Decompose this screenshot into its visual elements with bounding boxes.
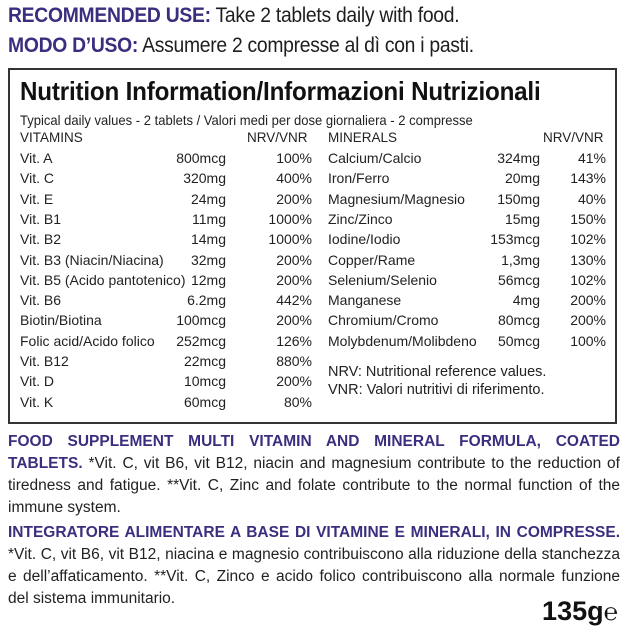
supplement-heading-en: FOOD SUPPLEMENT MULTI VITAMIN AND MINERAL FORMULA, COATED TABLETS. xyxy=(8,433,620,472)
recommended-use-text: Take 2 tablets daily with food. xyxy=(210,4,460,27)
modo-uso-it xyxy=(8,34,474,58)
mineral-row xyxy=(328,312,606,332)
mineral-row xyxy=(328,333,606,353)
nutrient-name: Vit. E xyxy=(20,190,54,207)
nutrient-amount: 324mg xyxy=(497,150,540,166)
nutrient-amount: 14mg xyxy=(190,231,226,248)
nutrient-nrv: 400% xyxy=(276,170,312,187)
nutrient-nrv: 200% xyxy=(570,292,606,309)
nutrient-name: Vit. D xyxy=(20,373,54,390)
vitamin-row xyxy=(20,170,312,190)
net-weight-value: 135g xyxy=(542,596,604,626)
net-weight xyxy=(542,596,618,627)
vitamin-row xyxy=(20,272,312,292)
nutrient-amount: 1,3mg xyxy=(501,251,540,268)
vitamin-row xyxy=(20,312,312,332)
nutrient-amount: 100mcg xyxy=(176,312,226,329)
supplement-heading-it: INTEGRATORE ALIMENTARE A BASE DI VITAMINE E MINERALI, IN COMPRESSE. xyxy=(8,524,620,541)
nutrient-amount: 252mcg xyxy=(176,332,226,349)
nutrient-name: Vit. B12 xyxy=(20,353,69,369)
nutrient-amount: 56mcg xyxy=(497,271,540,288)
vnr-note: VNR: Valori nutritivi di riferimento. xyxy=(328,382,545,398)
nutrition-title: Nutrition Information/Informazioni Nutrizionali xyxy=(20,76,541,106)
nutrient-amount: 24mg xyxy=(190,190,226,207)
nutrient-amount: 150mg xyxy=(497,190,540,207)
nutrient-nrv: 40% xyxy=(577,190,606,207)
nutrient-name: Vit. A xyxy=(20,150,53,166)
nutrient-nrv: 41% xyxy=(577,150,606,166)
nutrient-amount: 11mg xyxy=(192,210,226,227)
nutrient-nrv: 1000% xyxy=(268,210,312,227)
nutrient-nrv: 1000% xyxy=(268,231,312,248)
nrv-note: NRV: Nutritional reference values. xyxy=(328,364,547,380)
vitamin-row xyxy=(20,353,312,373)
nutrient-amount: 10mcg xyxy=(183,373,226,390)
nutrient-amount: 20mg xyxy=(504,170,540,187)
nutrient-name: Selenium/Selenio xyxy=(328,271,437,288)
vitamin-row xyxy=(20,252,312,272)
nutrition-subtitle: Typical daily values - 2 tablets / Valori medi per dose giornaliera - 2 compresse xyxy=(20,112,473,128)
nutrient-amount: 6.2mg xyxy=(187,292,226,309)
mineral-row xyxy=(328,191,606,211)
nutrient-nrv: 100% xyxy=(276,150,312,166)
mineral-row xyxy=(328,150,606,170)
vitamin-row xyxy=(20,150,312,170)
nutrient-nrv: 143% xyxy=(570,170,606,187)
nutrient-nrv: 102% xyxy=(570,271,606,288)
mineral-row xyxy=(328,272,606,292)
nutrient-name: Manganese xyxy=(328,292,402,309)
nutrient-name: Iodine/Iodio xyxy=(328,231,401,248)
vitamins-nrv-header: NRV/VNR xyxy=(247,130,308,145)
nutrient-name: Vit. B1 xyxy=(20,210,61,227)
nutrient-nrv: 80% xyxy=(283,393,312,410)
nutrient-name: Magnesium/Magnesio xyxy=(328,190,465,207)
nutrient-nrv: 100% xyxy=(570,332,606,349)
vitamin-row xyxy=(20,191,312,211)
recommended-use-label: RECOMMENDED USE: xyxy=(8,4,211,27)
vitamins-header: VITAMINS xyxy=(20,130,83,145)
modo-uso-label: MODO D’USO: xyxy=(8,34,139,57)
supplement-claims-en: *Vit. C, vit B6, vit B12, niacin and magnesium contribute to the reduction of tiredness and fatigue. **Vit. C, Zinc and folate contribute to the normal function of the immune system. xyxy=(8,455,620,516)
nutrient-nrv: 200% xyxy=(276,373,312,390)
nutrient-amount: 22mcg xyxy=(183,353,226,369)
nutrient-nrv: 126% xyxy=(276,332,312,349)
nutrient-amount: 80mcg xyxy=(497,312,540,329)
modo-uso-text: Assumere 2 compresse al dì con i pasti. xyxy=(138,34,474,57)
mineral-row xyxy=(328,292,606,312)
nutrient-amount: 50mcg xyxy=(497,332,540,349)
nutrient-nrv: 200% xyxy=(276,312,312,329)
nutrient-name: Vit. B6 xyxy=(20,292,61,309)
nutrient-amount: 32mg xyxy=(190,251,226,268)
nutrient-nrv: 200% xyxy=(276,251,312,268)
nutrient-amount: 60mcg xyxy=(183,393,226,410)
nutrient-name: Vit. B5 (Acido pantotenico) xyxy=(20,271,186,288)
nutrient-name: Vit. C xyxy=(20,170,54,187)
nutrient-amount: 4mg xyxy=(512,292,540,309)
minerals-nrv-header: NRV/VNR xyxy=(543,130,604,145)
nutrient-name: Vit. B2 xyxy=(20,231,61,248)
nutrient-nrv: 150% xyxy=(570,210,606,227)
nutrient-nrv: 130% xyxy=(570,251,606,268)
nutrient-name: Zinc/Zinco xyxy=(328,210,393,227)
nutrient-nrv: 880% xyxy=(276,353,312,369)
mineral-row xyxy=(328,252,606,272)
nutrient-name: Vit. B3 (Niacin/Niacina) xyxy=(20,251,164,268)
mineral-row xyxy=(328,211,606,231)
nutrient-name: Vit. K xyxy=(20,393,54,410)
nutrient-amount: 15mg xyxy=(504,210,540,227)
recommended-use-en xyxy=(8,4,459,28)
mineral-row xyxy=(328,231,606,251)
vitamin-row xyxy=(20,231,312,251)
supplement-description-it xyxy=(8,522,620,610)
vitamin-row xyxy=(20,394,312,414)
nutrient-name: Folic acid/Acido folico xyxy=(20,332,155,349)
nutrition-panel xyxy=(8,68,617,424)
nutrient-name: Molybdenum/Molibdeno xyxy=(328,332,477,349)
vitamin-row xyxy=(20,211,312,231)
mineral-row xyxy=(328,170,606,190)
nutrient-name: Chromium/Cromo xyxy=(328,312,439,329)
nutrient-nrv: 200% xyxy=(276,271,312,288)
nutrient-amount: 12mg xyxy=(190,271,226,288)
estimated-sign-icon: ℮ xyxy=(603,599,618,626)
nutrient-name: Iron/Ferro xyxy=(328,170,390,187)
nutrient-amount: 153mcg xyxy=(490,231,540,248)
vitamin-row xyxy=(20,373,312,393)
nutrient-nrv: 200% xyxy=(276,190,312,207)
nutrient-nrv: 442% xyxy=(276,292,312,309)
nutrient-name: Copper/Rame xyxy=(328,251,416,268)
supplement-claims-it: *Vit. C, vit B6, vit B12, niacina e magnesio contribuiscono alla riduzione della stanchezza e dell’affaticamento. **Vit. C, Zinco e acido folico contribuiscono alla normale funzione del sistema immunitario. xyxy=(8,546,620,607)
supplement-description-en xyxy=(8,431,620,519)
vitamin-row xyxy=(20,333,312,353)
minerals-header: MINERALS xyxy=(328,130,398,145)
nutrient-amount: 320mg xyxy=(183,170,226,187)
nutrient-name: Calcium/Calcio xyxy=(328,150,422,166)
nutrient-nrv: 200% xyxy=(570,312,606,329)
nutrient-nrv: 102% xyxy=(570,231,606,248)
nutrient-amount: 800mcg xyxy=(176,150,226,166)
nutrient-name: Biotin/Biotina xyxy=(20,312,102,329)
vitamin-row xyxy=(20,292,312,312)
